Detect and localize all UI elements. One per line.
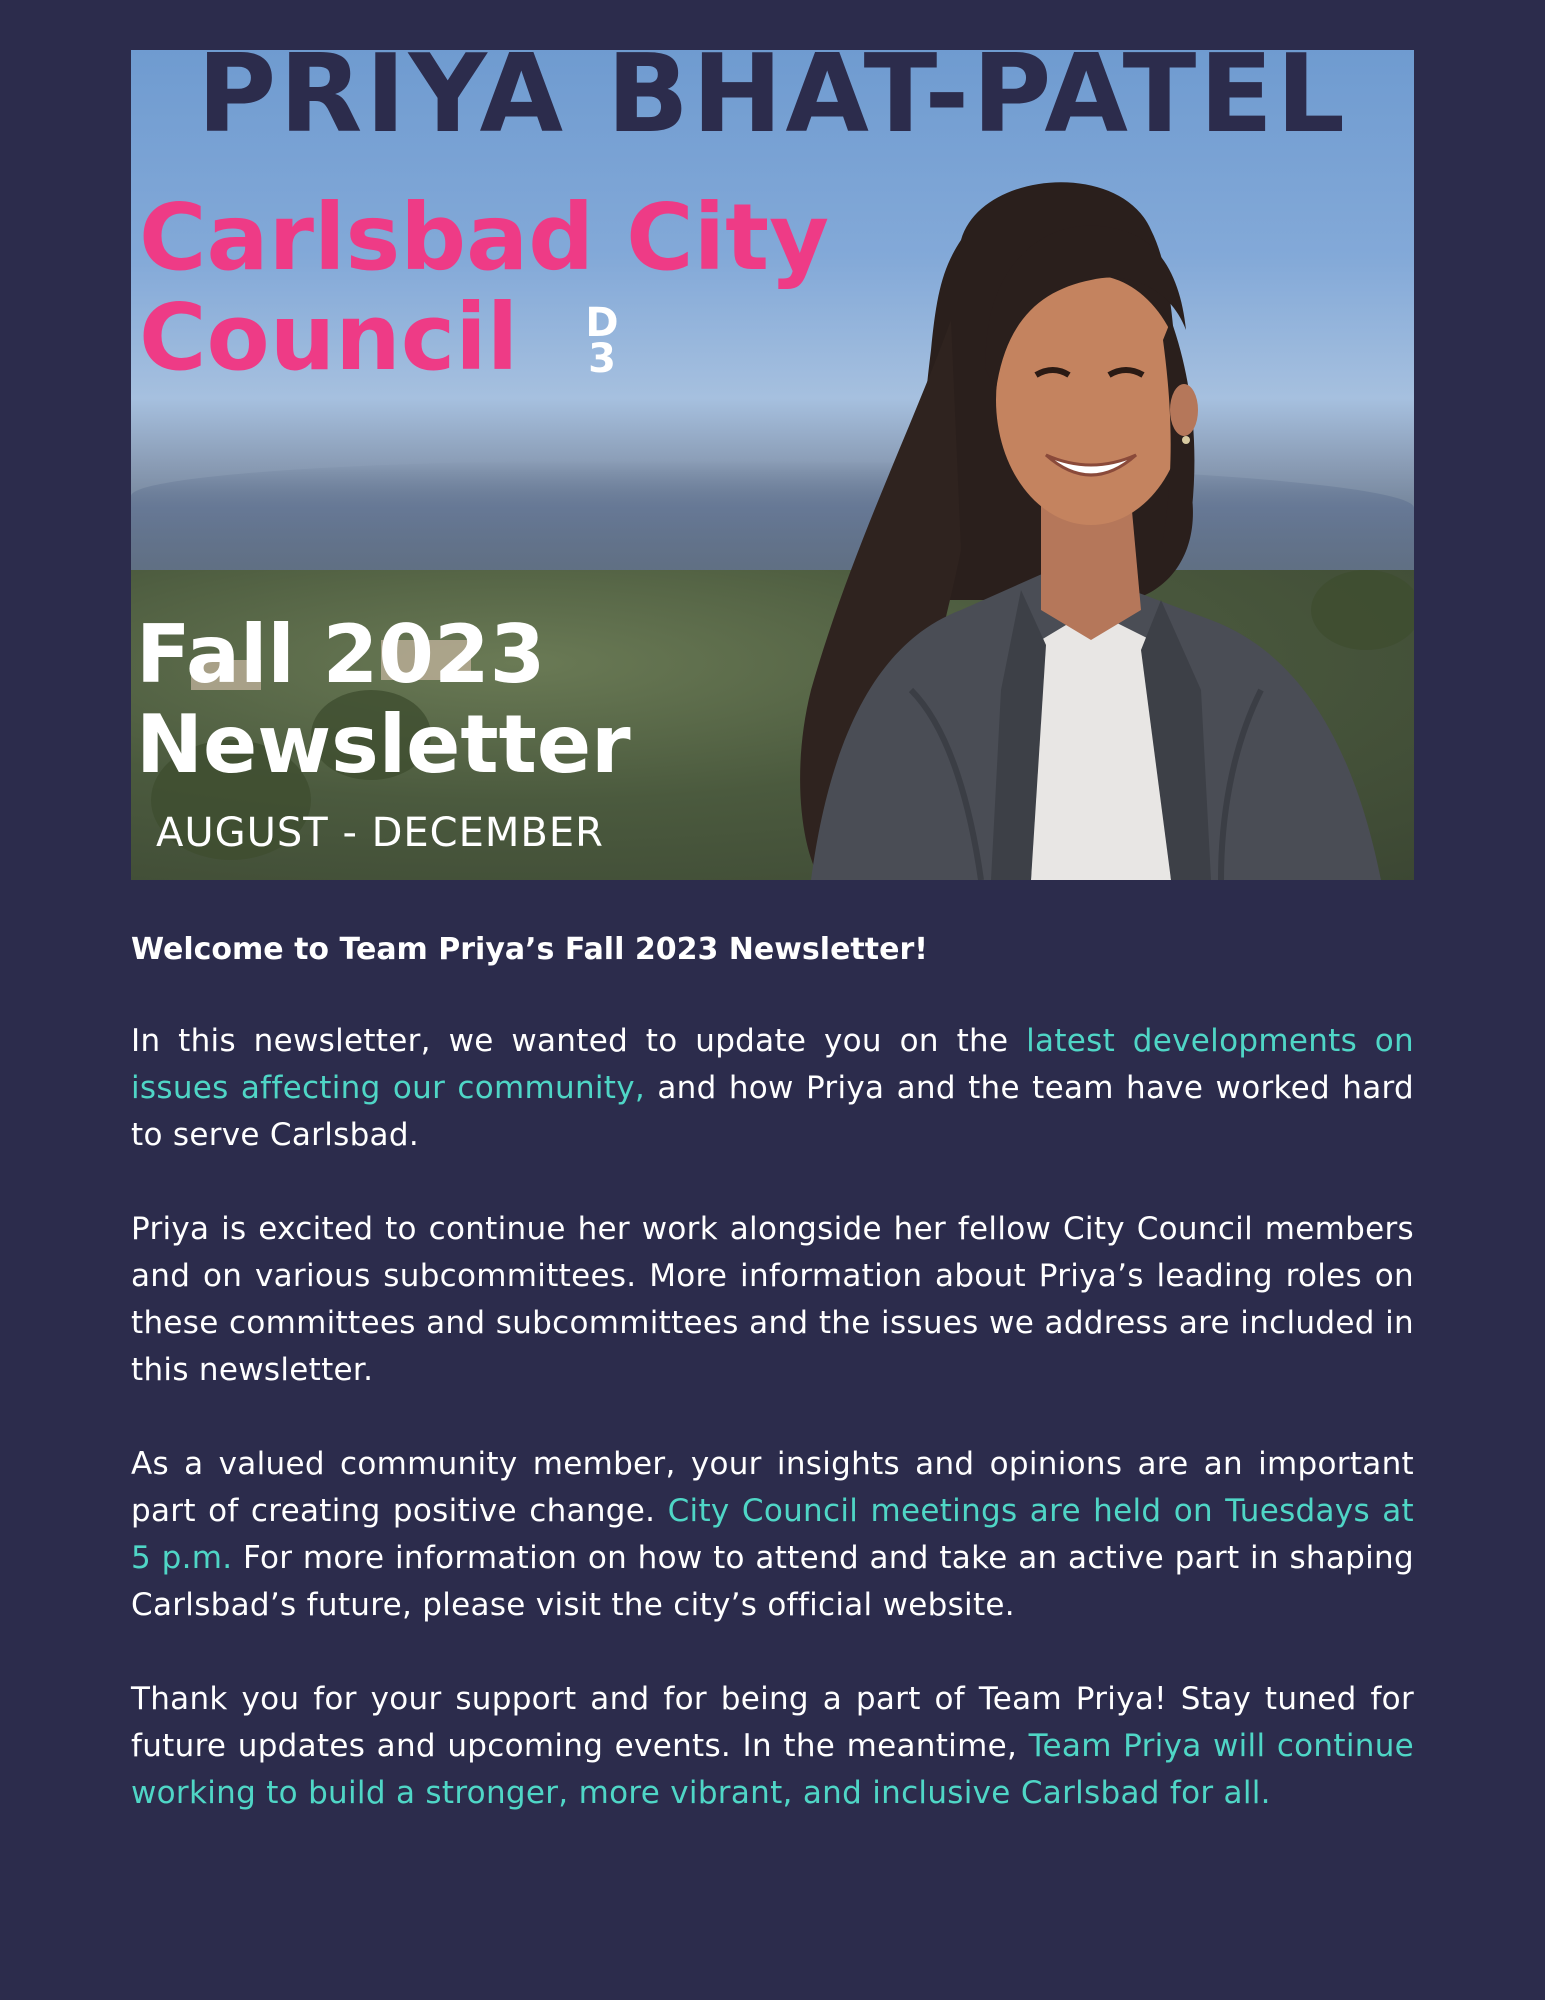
district-number: 3 bbox=[588, 336, 616, 382]
district-badge bbox=[579, 300, 625, 382]
candidate-name: PRIYA BHAT-PATEL bbox=[197, 50, 1348, 157]
highlight-developments: latest developments on issues affecting our community, bbox=[131, 1023, 1414, 1106]
thanks-paragraph bbox=[131, 1676, 1414, 1817]
office-title bbox=[139, 184, 830, 391]
committees-paragraph: Priya is excited to continue her work alongside her fellow City Council members and on various subcommittees. More information about Priya’s leading roles on these committees and subcommittees and the issues we address are included in this newsletter. bbox=[131, 1211, 1414, 1388]
welcome-heading: Welcome to Team Priya’s Fall 2023 Newsletter! bbox=[131, 932, 928, 967]
newsletter-title-line1: Fall 2023 bbox=[136, 608, 546, 701]
newsletter-title bbox=[136, 610, 631, 790]
portrait-photo bbox=[791, 170, 1391, 880]
highlight-team-priya: Team Priya will continue working to build a stronger, more vibrant, and inclusive Carlsbad for all. bbox=[131, 1728, 1415, 1811]
district-letter: D bbox=[585, 300, 619, 346]
newsletter-title-line2: Newsletter bbox=[136, 698, 631, 791]
intro-paragraph bbox=[131, 1018, 1414, 1159]
meetings-text-b: For more information on how to attend and take an active part in shaping Carlsbad’s future, please visit the city’s official website. bbox=[131, 1540, 1414, 1623]
office-title-line2: Council bbox=[139, 284, 519, 391]
hero-banner bbox=[131, 50, 1414, 880]
intro-text-b: and how Priya and the team have worked hard to serve Carlsbad. bbox=[131, 1070, 1414, 1153]
newsletter-body bbox=[131, 930, 1414, 1864]
office-title-line1: Carlsbad City bbox=[139, 184, 830, 291]
thanks-text-a: Thank you for your support and for being a part of Team Priya! Stay tuned for future updates and upcoming events. In the meantime, bbox=[131, 1681, 1414, 1764]
meetings-paragraph bbox=[131, 1441, 1414, 1629]
highlight-meetings: City Council meetings are held on Tuesdays at 5 p.m. bbox=[131, 1493, 1414, 1576]
meetings-text-a: As a valued community member, your insights and opinions are an important part of creating positive change. bbox=[131, 1446, 1414, 1529]
intro-text-a: In this newsletter, we wanted to update you on the bbox=[131, 1023, 1027, 1059]
date-range: AUGUST - DECEMBER bbox=[156, 810, 604, 856]
